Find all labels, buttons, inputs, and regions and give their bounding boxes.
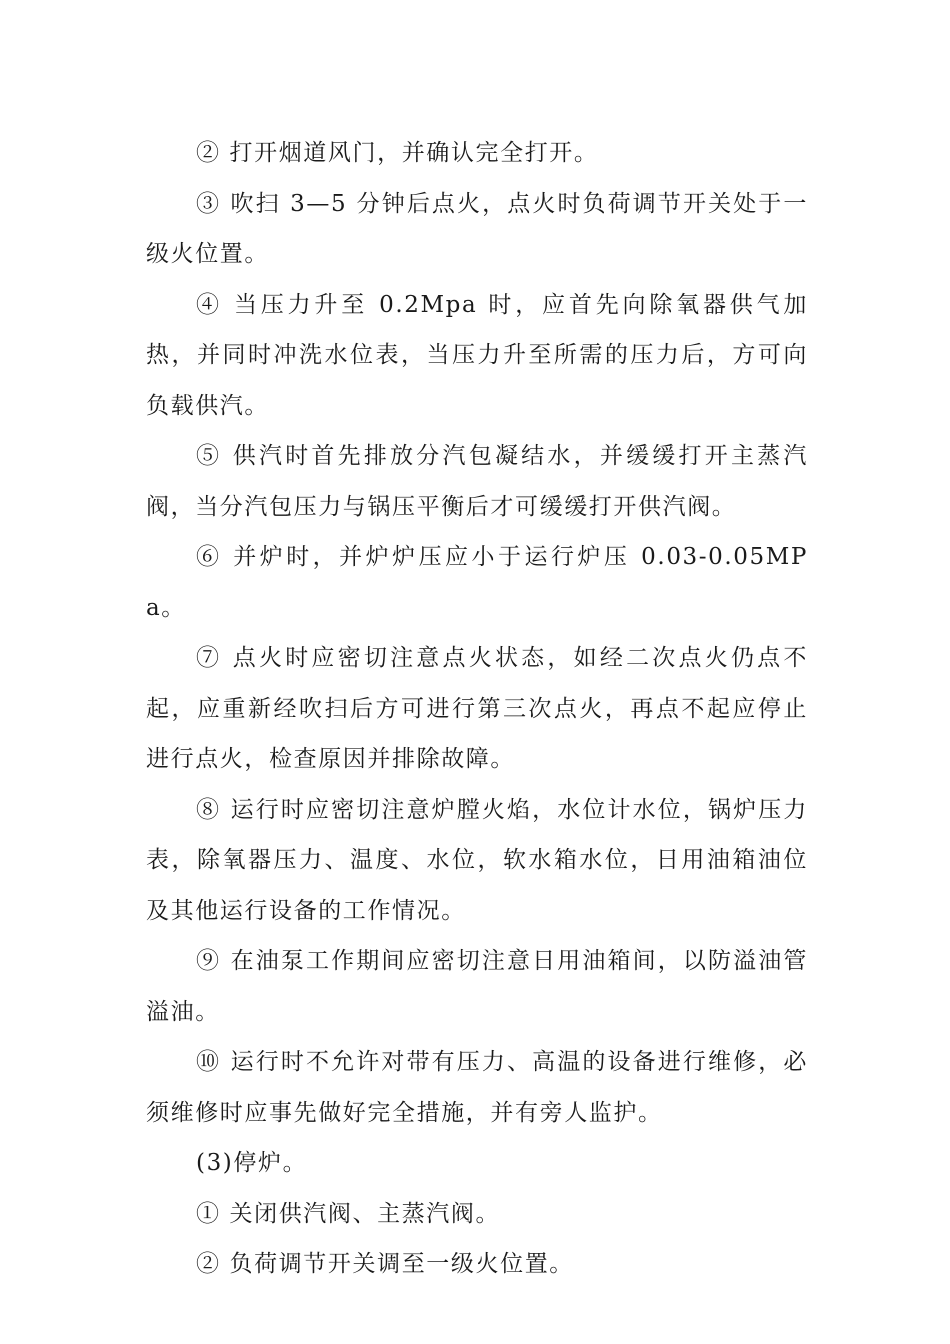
paragraph-step-3-purge-and-ignite: ③ 吹扫 3—5 分钟后点火，点火时负荷调节开关处于一级火位置。 (146, 190, 808, 267)
paragraph-step-8-operation-monitoring: ⑧ 运行时应密切注意炉膛火焰，水位计水位，锅炉压力表，除氧器压力、温度、水位，软水箱水位，日用油箱油位及其他运行设备的工作情况。 (146, 796, 808, 924)
paragraph-shutdown-step-1: ① 关闭供汽阀、主蒸汽阀。 (196, 1200, 501, 1227)
paragraph-step-6-parallel-boiler: ⑥ 并炉时，并炉炉压应小于运行炉压 0.03-0.05MPa。 (146, 544, 808, 621)
paragraph-step-9-oil-pump: ⑨ 在油泵工作期间应密切注意日用油箱间，以防溢油管溢油。 (146, 948, 808, 1025)
paragraph-step-7-ignition-state: ⑦ 点火时应密切注意点火状态，如经二次点火仍点不起，应重新经吹扫后方可进行第三次点火，再点不起应停止进行点火，检查原因并排除故障。 (146, 645, 808, 772)
paragraph-step-5-steam-supply: ⑤ 供汽时首先排放分汽包凝结水，并缓缓打开主蒸汽阀，当分汽包压力与锅压平衡后才可缓缓打开供汽阀。 (146, 443, 808, 520)
document-body (146, 128, 808, 1290)
section-heading-shutdown: (3)停炉。 (196, 1150, 308, 1176)
paragraph-shutdown-step-2: ② 负荷调节开关调至一级火位置。 (196, 1251, 574, 1277)
paragraph-step-10-maintenance: ⑩ 运行时不允许对带有压力、高温的设备进行维修，必须维修时应事先做好完全措施，并有旁人监护。 (146, 1049, 808, 1126)
paragraph-step-4-pressure-rise: ④ 当压力升至 0.2Mpa 时，应首先向除氧器供气加热，并同时冲洗水位表，当压力升至所需的压力后，方可向负载供汽。 (146, 291, 808, 419)
paragraph-step-2-open-flue-damper: ② 打开烟道风门，并确认完全打开。 (196, 140, 599, 166)
